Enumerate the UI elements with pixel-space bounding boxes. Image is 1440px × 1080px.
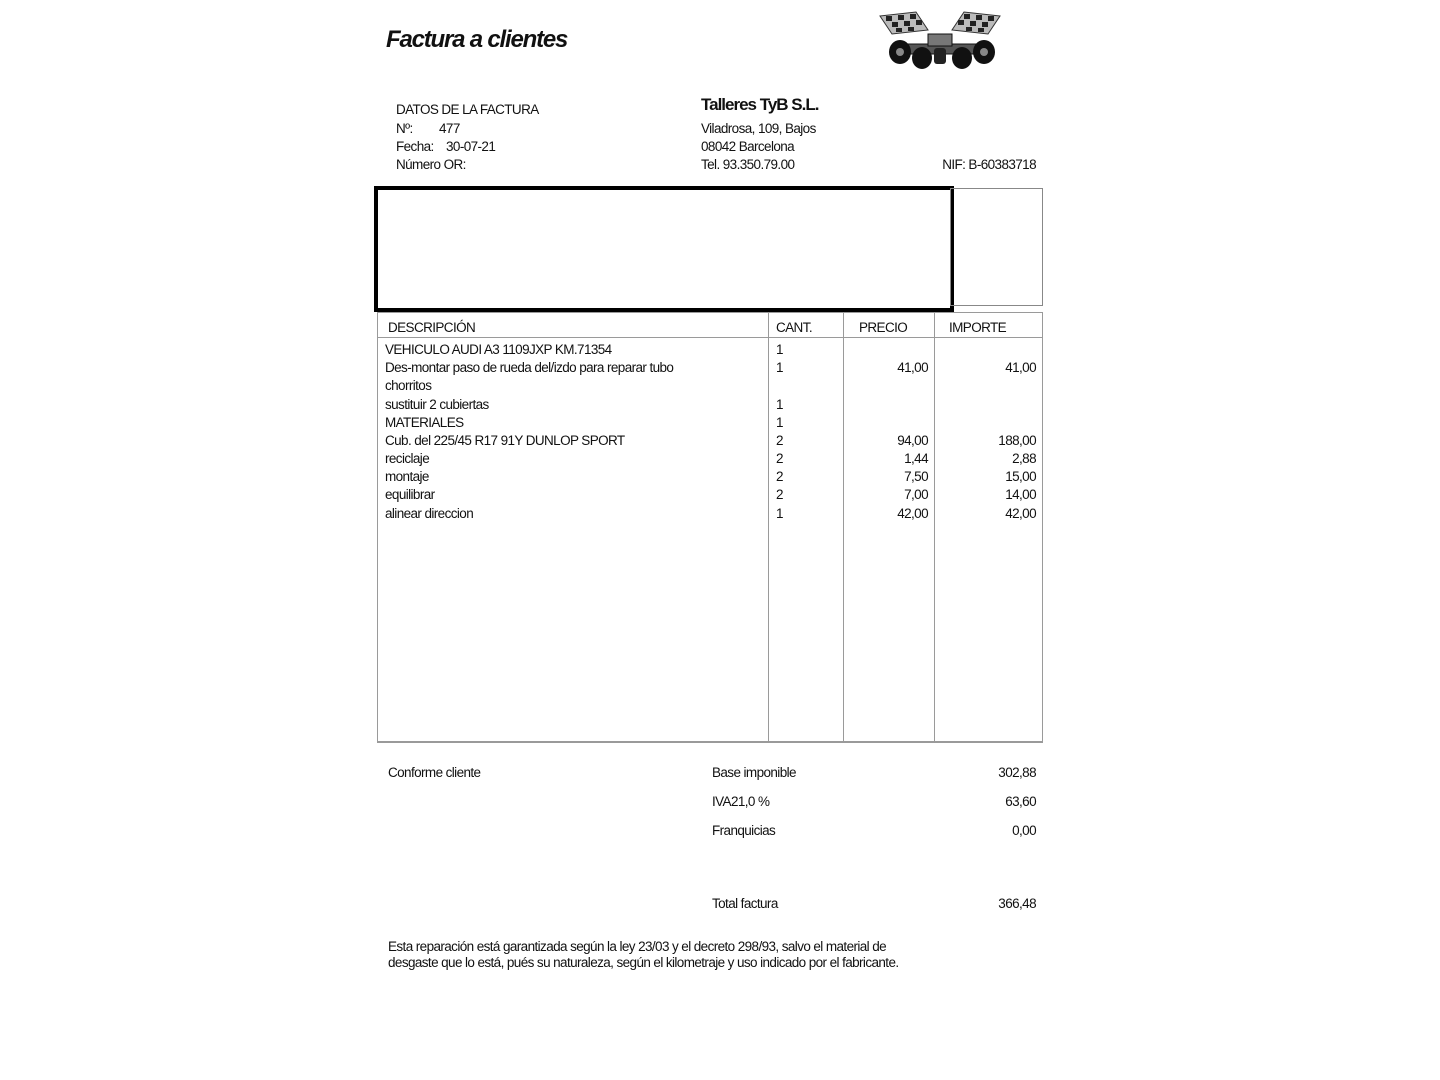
header-cant: CANT. — [776, 320, 813, 335]
row-quantity: 1 — [776, 506, 783, 521]
row-amount — [940, 414, 1036, 432]
row-price: 42,00 — [897, 506, 928, 521]
table-divider-importe — [934, 312, 935, 742]
row-quantity: 1 — [776, 397, 783, 412]
row-description: reciclaje — [385, 451, 430, 466]
row-quantity: 1 — [776, 360, 783, 375]
row-description: alinear direccion — [385, 506, 474, 521]
header-precio: PRECIO — [859, 320, 908, 335]
franquicias-value: 0,00 — [1012, 823, 1036, 838]
row-description: sustituir 2 cubiertas — [385, 397, 489, 412]
invoice-date-value: 30-07-21 — [446, 139, 496, 154]
invoice-date-label: Fecha: — [396, 139, 434, 154]
conforme-cliente-label: Conforme cliente — [388, 765, 481, 780]
company-address-line1: Viladrosa, 109, Bajos — [701, 121, 816, 136]
row-price: 7,00 — [904, 487, 928, 502]
row-description: Cub. del 225/45 R17 91Y DUNLOP SPORT — [385, 433, 625, 448]
invoice-number-value: 477 — [439, 121, 460, 136]
warranty-notice-line1: Esta reparación está garantizada según la ley 23/03 y el decreto 298/93, salvo el material de — [388, 939, 887, 954]
row-price: 41,00 — [897, 360, 928, 375]
row-price — [848, 396, 928, 414]
row-price: 94,00 — [897, 433, 928, 448]
row-description: Des-montar paso de rueda del/izdo para reparar tubo — [385, 360, 674, 375]
row-description: VEHICULO AUDI A3 1109JXP KM.71354 — [385, 342, 612, 357]
base-imponible-value: 302,88 — [998, 765, 1036, 780]
header-descripcion: DESCRIPCIÓN — [388, 320, 476, 335]
row-quantity: 2 — [776, 433, 783, 448]
row-amount: 42,00 — [1005, 506, 1036, 521]
row-amount — [940, 396, 1036, 414]
row-amount — [940, 377, 1036, 395]
table-header-divider — [377, 337, 1043, 338]
invoice-or-label: Número OR: — [396, 157, 466, 172]
row-amount — [940, 341, 1036, 359]
row-amount: 15,00 — [1005, 469, 1036, 484]
row-quantity: 2 — [776, 487, 783, 502]
row-price — [848, 414, 928, 432]
total-factura-label: Total factura — [712, 896, 778, 911]
iva-value: 63,60 — [1005, 794, 1036, 809]
company-address-line2: 08042 Barcelona — [701, 139, 795, 154]
header-importe: IMPORTE — [949, 320, 1007, 335]
warranty-notice-line2: desgaste que lo está, pués su naturaleza, según el kilometraje y uso indicado por el fabricante. — [388, 954, 899, 970]
row-quantity: 1 — [776, 342, 783, 357]
table-divider-cant — [768, 312, 769, 742]
total-factura-value: 366,48 — [998, 896, 1036, 911]
company-nif: NIF: B-60383718 — [942, 157, 1036, 172]
iva-label: IVA21,0 % — [712, 794, 770, 809]
row-quantity — [776, 377, 836, 395]
invoice-title: Factura a clientes — [386, 26, 568, 53]
row-amount: 41,00 — [1005, 360, 1036, 375]
invoice-data-heading: DATOS DE LA FACTURA — [396, 102, 539, 117]
row-amount: 14,00 — [1005, 487, 1036, 502]
row-price: 7,50 — [904, 469, 928, 484]
row-description: MATERIALES — [385, 415, 464, 430]
row-price — [848, 377, 928, 395]
row-quantity: 2 — [776, 469, 783, 484]
row-description: montaje — [385, 469, 429, 484]
warranty-notice — [388, 939, 988, 970]
row-amount: 188,00 — [998, 433, 1036, 448]
row-description: equilibrar — [385, 487, 435, 502]
row-price: 1,44 — [904, 451, 928, 466]
row-price — [848, 341, 928, 359]
client-address-box — [374, 186, 954, 312]
company-logo-icon — [876, 8, 1004, 72]
invoice-number-label: Nº: — [396, 121, 413, 136]
row-amount: 2,88 — [1012, 451, 1036, 466]
client-side-box — [950, 188, 1043, 306]
table-divider-precio — [843, 312, 844, 742]
company-phone: Tel. 93.350.79.00 — [701, 157, 795, 172]
row-description: chorritos — [385, 378, 432, 393]
franquicias-label: Franquicias — [712, 823, 776, 838]
row-quantity: 1 — [776, 415, 783, 430]
row-quantity: 2 — [776, 451, 783, 466]
company-name: Talleres TyB S.L. — [701, 95, 819, 114]
base-imponible-label: Base imponible — [712, 765, 796, 780]
